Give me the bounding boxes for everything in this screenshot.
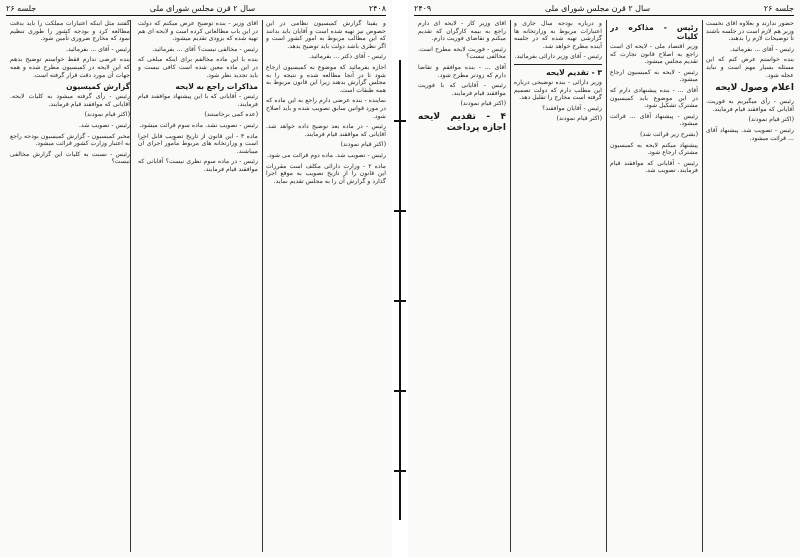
paragraph: و یقیناً گزارش کمیسیون نظامی در این خصوص نیز تهیه شده است و آقایان باید بدانند که این مطالب مربوط به امور کشور است و اگر نظری باشد دولت باید توضیح بدهد. [266, 20, 386, 50]
right-column-2 [610, 20, 698, 552]
section-heading: گزارش کمیسیون [66, 82, 130, 92]
paragraph: (اکثر قیام نمودند) [340, 141, 386, 149]
paragraph: ماده ۳ - این قانون از تاریخ تصویب قابل اجرا است و وزارتخانه های مربوط مأمور اجرای آن میباشند. [138, 132, 258, 155]
paragraph: رئیس - لایحه به کمیسیون ارجاع میشود. [610, 68, 698, 84]
right-page-header [414, 3, 794, 16]
divider [514, 64, 602, 65]
paragraph: رئیس - آقایانی که با این پیشنهاد موافقند قیام فرمایند. [138, 93, 258, 108]
right-header-left: ۲۴۰۹ [414, 4, 432, 13]
section-heading: اعلام وصول لایحه [715, 83, 794, 94]
section-heading: مذاکرات راجع به لایحه [175, 82, 258, 92]
paragraph: بنده خواستم عرض کنم که این مسئله بسیار مهم است و نباید عجله شود. [706, 56, 794, 79]
right-column-4 [418, 20, 506, 552]
paragraph: اجازه بفرمائید که موضوع به کمیسیون ارجاع شود تا در آنجا مطالعه شده و نتیجه را به مجلس گزارش بدهند زیرا این قانون مربوط به همه طبقات است. [266, 63, 386, 94]
binding-stitch [394, 300, 406, 302]
paragraph: نماینده - بنده عرضی دارم راجع به این ماده که در مورد قوانین سابق تصویب شده و باید اصلاح شود. [266, 97, 386, 120]
column-divider [262, 20, 263, 552]
paragraph: آقای ... - بنده پیشنهادی دارم که در این موضوع باید کمیسیون مشترک تشکیل شود. [610, 86, 698, 110]
paragraph: (اکثر قیام نمودند) [556, 115, 602, 123]
left-column-2 [138, 20, 258, 552]
paragraph: (اکثر قیام نمودند) [748, 116, 794, 124]
right-column-1 [706, 20, 794, 552]
paragraph: رئیس - تصویب نشد. ماده سوم قرائت میشود. [139, 121, 258, 129]
paragraph: بنده عرضی ندارم فقط خواستم توضیح بدهم که این لایحه در کمیسیون مطرح شده و همه جهات آن مورد دقت قرار گرفته است. [10, 56, 130, 79]
column-divider [510, 20, 511, 552]
right-header-center: سال ۲ قرن مجلس شورای ملی [544, 4, 651, 13]
left-header-right: ۲۴۰۸ [368, 4, 386, 13]
paragraph: ماده ۲ - وزارت دارائی مکلف است مقررات این قانون را از تاریخ تصویب به موقع اجرا گذارد و گزارش آن را به مجلس تقدیم نماید. [266, 162, 386, 185]
right-header-right: جلسه ۲۶ [763, 4, 794, 13]
paragraph: رئیس - مخالفی نیست؟ آقای ... بفرمائید. [152, 45, 258, 53]
paragraph: رئیس - تصویب شد. ماده دوم قرائت می شود. [266, 151, 386, 159]
paragraph: رئیس - آقایانی که با فوریت موافقند قیام فرمایند. [418, 82, 506, 97]
section-heading: ۴ - تقدیم لایحه اجازه پرداخت [418, 111, 506, 133]
paragraph: رئیس - تصویب شد. [79, 121, 130, 129]
column-divider [606, 20, 607, 552]
paragraph: رئیس - رأی گرفته میشود به کلیات لایحه. آقایانی که موافقند قیام فرمایند. [10, 93, 130, 108]
paragraph: (عده کمی برخاستند) [204, 111, 258, 119]
paragraph: رئیس - آقای ... بفرمائید. [66, 45, 130, 53]
paragraph: رئیس - آقایانی که موافقند قیام فرمایند. تصویب شد. [610, 159, 698, 175]
paragraph: رئیس - آقای وزیر دارائی بفرمائید. [514, 53, 602, 61]
paragraph: آقای وزیر - بنده توضیح عرض میکنم که دولت در این باب مطالعاتی کرده است و لایحه ای هم تهیه شده که بزودی تقدیم میشود. [138, 20, 258, 43]
binding-stitch [394, 120, 406, 122]
section-heading: ۳ - تقدیم لایحه [546, 67, 602, 77]
paragraph: مخبر کمیسیون - گزارش کمیسیون بودجه راجع به اعتبار وزارت کشور قرائت میشود. [10, 132, 130, 148]
left-column-1 [266, 20, 386, 552]
left-header-center: سال ۲ قرن مجلس شورای ملی [149, 4, 256, 13]
column-divider [130, 20, 131, 552]
binding-stitch [394, 390, 406, 392]
binding-stitch [394, 210, 406, 212]
paragraph: آقای ... - بنده موافقم و تقاضا دارم که زودتر مطرح شود. [418, 63, 506, 79]
paragraph: وزیر دارائی - بنده توضیحی درباره این مطلب دارم که دولت تصمیم گرفته است مخارج را تقلیل دهد. [514, 78, 602, 102]
paragraph: گفتند مثل اینکه اعتبارات مملکت را باید بدقت مطالعه کرد و بودجه کشور را طوری تنظیم نمود که مخارج ضروری تأمین شود. [10, 20, 130, 43]
left-column-3 [10, 20, 130, 552]
paragraph: و درباره بودجه سال جاری و اعتبارات مربوط به وزارتخانه ها گزارشی تهیه شده که در جلسه آینده مطرح خواهد شد. [514, 20, 602, 50]
column-divider [702, 20, 703, 552]
paragraph: حضور ندارند و بعلاوه آقای نخست وزیر هم لازم است در جلسه باشند تا توضیحات لازم را بدهند. [706, 20, 794, 43]
paragraph: وزیر اقتصاد ملی - لایحه ای است راجع به اصلاح قانون تجارت که تقدیم مجلس میشود. [610, 43, 698, 66]
paragraph: رئیس - آقایان موافقند؟ [542, 104, 602, 112]
paragraph: رئیس - در ماده بعد توضیح داده خواهد شد. آقایانی که موافقند قیام فرمایند. [266, 123, 386, 138]
right-page [408, 0, 800, 558]
paragraph: پیشنهاد میکنم لایحه به کمیسیون مشترک ارجاع شود. [610, 141, 698, 157]
paragraph: رئیس - پیشنهاد آقای ... قرائت میشود. [610, 112, 698, 128]
section-heading: رئیس - مذاکره در کلیات [610, 23, 698, 41]
binding-gutter [392, 0, 408, 558]
paragraph: رئیس - رأی میگیریم به فوریت. آقایانی که موافقند قیام فرمایند. [706, 98, 794, 113]
right-column-3 [514, 20, 602, 552]
paragraph: (اکثر قیام نمودند) [460, 100, 506, 108]
left-page [0, 0, 392, 558]
paragraph: رئیس - تصویب شد. پیشنهاد آقای ... قرائت میشود. [706, 126, 794, 142]
paragraph: رئیس - آقای ... بفرمائید. [730, 45, 794, 53]
paragraph: رئیس - فوریت لایحه مطرح است. مخالفی نیست؟ [418, 45, 506, 61]
left-header-left: جلسه ۲۶ [6, 4, 37, 13]
binding-stitch [394, 470, 406, 472]
paragraph: بنده با این ماده مخالفم برای اینکه مبلغی که در این ماده معین شده است کافی نیست و باید تجدید نظر شود. [138, 56, 258, 79]
paragraph: (اکثر قیام نمودند) [84, 111, 130, 119]
paragraph: رئیس - در ماده سوم نظری نیست؟ آقایانی که موافقند قیام فرمایند. [138, 158, 258, 173]
paragraph: (بشرح زیر قرائت شد) [640, 130, 698, 138]
paragraph: رئیس - نسبت به کلیات این گزارش مخالفی نیست؟ [10, 150, 130, 166]
paragraph: رئیس - آقای دکتر ... بفرمائید. [309, 53, 386, 61]
paragraph: آقای وزیر کار - لایحه ای دارم راجع به بیمه کارگران که تقدیم میکنم و تقاضای فوریت دارم. [418, 20, 506, 43]
left-page-header [6, 3, 386, 16]
binding-line [399, 60, 401, 520]
